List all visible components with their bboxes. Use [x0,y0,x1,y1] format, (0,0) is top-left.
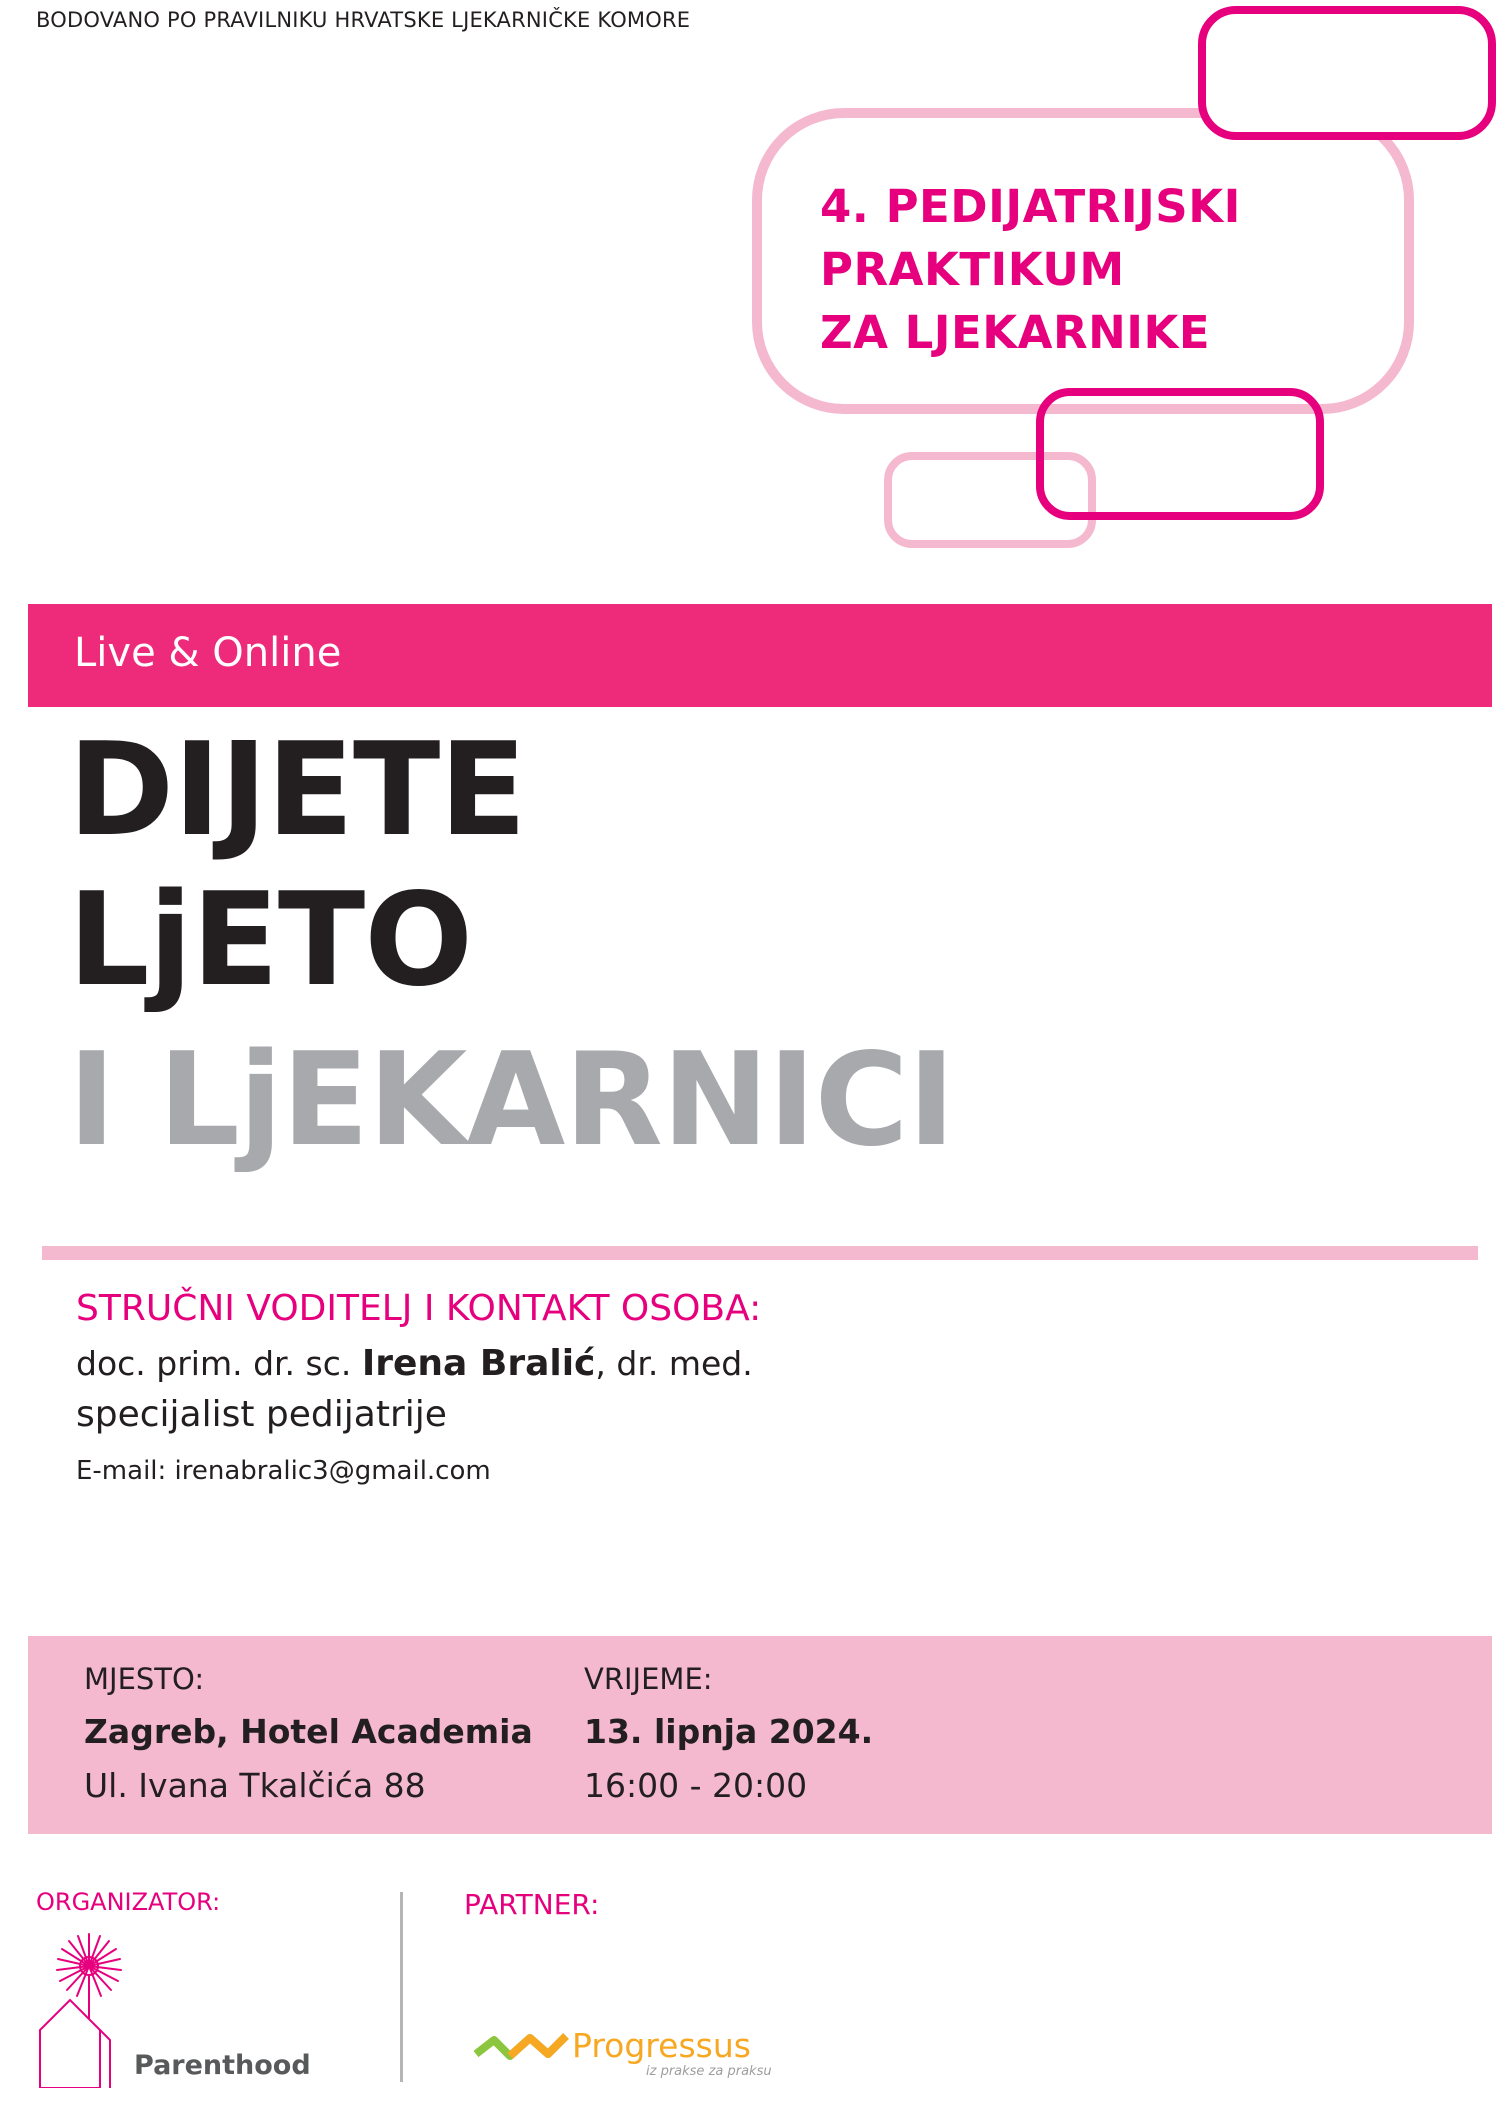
time-label: VRIJEME: [584,1662,713,1696]
contact-name-line [76,1343,753,1384]
contact-title-prefix: doc. prim. dr. sc. [76,1344,362,1383]
decorative-frame-top [1198,6,1496,140]
event-title-line-1: 4. PEDIJATRIJSKI [820,180,1241,233]
contact-heading: STRUČNI VODITELJ I KONTAKT OSOBA: [76,1288,762,1329]
headline-line-1: DIJETE [68,716,526,865]
place-name: Zagreb, Hotel Academia [84,1712,533,1751]
accreditation-note: BODOVANO PO PRAVILNIKU HRVATSKE LJEKARNIČKE KOMORE [36,8,691,32]
event-title [820,175,1380,364]
headline-line-2: LjETO [68,866,472,1015]
mode-label: Live & Online [74,630,342,676]
partner-label: PARTNER: [464,1888,600,1921]
contact-specialty: specijalist pedijatrije [76,1394,447,1435]
partner-name: Progressus [572,2026,751,2065]
event-date: 13. lipnja 2024. [584,1712,874,1751]
parenthood-logo-icon [34,1928,144,2088]
organizer-label: ORGANIZATOR: [36,1888,221,1916]
place-label: MJESTO: [84,1662,205,1696]
contact-email[interactable]: E-mail: irenabralic3@gmail.com [76,1456,491,1486]
progressus-logo-icon [472,2030,572,2066]
place-address: Ul. Ivana Tkalčića 88 [84,1766,426,1805]
partner-tagline: iz prakse za praksu [646,2064,772,2079]
footer-divider [400,1892,403,2082]
info-box [28,1636,1492,1834]
event-title-line-2: PRAKTIKUM [820,243,1125,296]
organizer-name: Parenthood [134,2050,311,2081]
event-title-line-3: ZA LJEKARNIKE [820,306,1211,359]
section-divider [42,1246,1478,1260]
contact-name: Irena Bralić [361,1343,596,1384]
mode-banner [28,604,1492,707]
event-hours: 16:00 - 20:00 [584,1766,808,1805]
decorative-frame-small-dark [1036,388,1324,520]
contact-title-suffix: , dr. med. [595,1344,753,1383]
headline-line-3: I LjEKARNICI [68,1026,955,1175]
